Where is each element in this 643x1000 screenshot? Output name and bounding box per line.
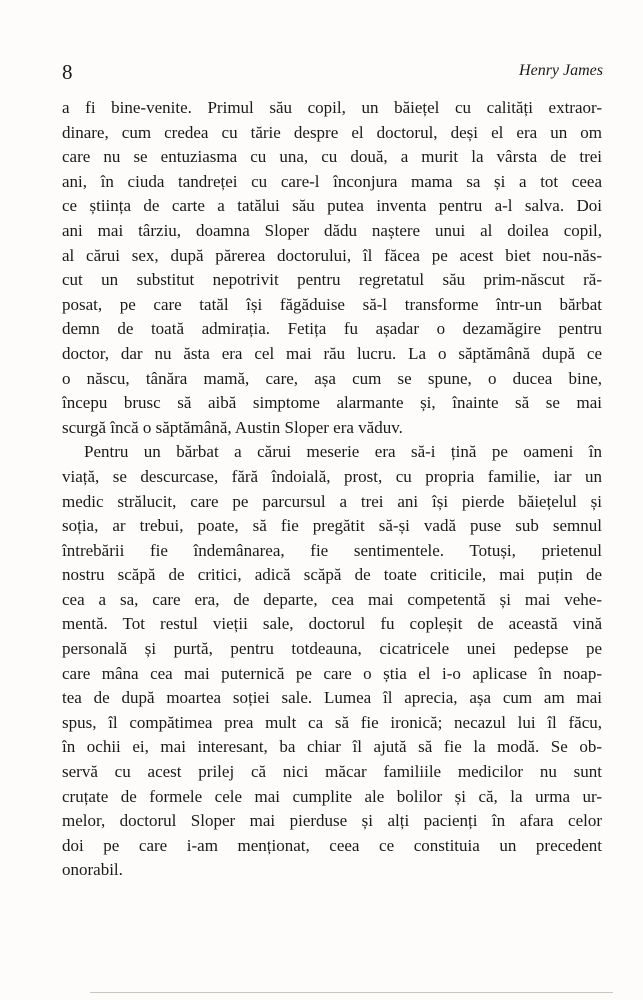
text-line: o născu, tânăra mamă, care, așa cum se spune, o ducea bine, <box>62 368 602 388</box>
text-line: cea a sa, care era, de departe, cea mai competentă și mai vehe- <box>62 589 602 609</box>
paragraph-2 <box>62 440 602 883</box>
text-line: începu brusc să aibă simptome alarmante și, înainte să se mai <box>62 393 602 413</box>
text-line: a fi bine-venite. Primul său copil, un băiețel cu calități extraor- <box>62 98 602 117</box>
text-line: mentă. Tot restul vieții sale, doctorul fu copleșit de această vină <box>62 614 602 634</box>
text-line: ce știința de carte a tatălui său putea inventa pentru a-l salva. Doi <box>62 196 602 216</box>
text-line: posat, pe care tatăl își făgăduise să-l transforme într-un bărbat <box>62 294 602 314</box>
text-line: onorabil. <box>62 860 123 880</box>
running-head: Henry James <box>519 62 603 79</box>
text-line: cut un substitut nepotrivit pentru regretatul său prim-născut ră- <box>62 270 602 290</box>
page-edge-rule <box>90 992 613 993</box>
text-line: viață, se descurcase, fără îndoială, prost, cu propria familie, iar un <box>62 466 602 486</box>
text-line: doctor, dar nu ăsta era cel mai rău lucru. La o săptămână după ce <box>62 343 602 363</box>
text-line: tea de după moartea soției sale. Lumea îl aprecia, așa cum am mai <box>62 688 602 708</box>
body-text <box>62 96 602 883</box>
text-line: Pentru un bărbat a cărui meserie era să-i țină pe oameni în <box>84 442 602 462</box>
text-line: personală și purtă, pentru totdeauna, cicatricele unei pedepse pe <box>62 639 602 659</box>
text-line: soția, ar trebui, poate, să fie pregătit să-și vadă puse sub semnul <box>62 516 602 536</box>
text-line: întrebării fie îndemânarea, fie sentimentele. Totuși, prietenul <box>62 540 602 560</box>
text-line: spus, îl compătimea prea mult ca să fie ironică; necazul lui îl făcu, <box>62 712 602 732</box>
text-line: ani, în ciuda tandreței cu care-l înconjura mama sa și a tot ceea <box>62 171 602 191</box>
text-line: scurgă încă o săptămână, Austin Sloper era văduv. <box>62 417 403 437</box>
text-line: demn de toată admirația. Fetița fu așadar o dezamăgire pentru <box>62 319 602 339</box>
text-line: în ochii ei, mai interesant, ba chiar îl ajută să fie la modă. Se ob- <box>62 737 602 757</box>
paragraph-1 <box>62 96 602 440</box>
text-line: care mâna cea mai puternică pe care o știa el i-o aplicase în noap- <box>62 663 602 683</box>
page-number: 8 <box>62 60 73 84</box>
text-line: dinare, cum credea cu tărie despre el doctorul, deși el era un om <box>62 122 602 142</box>
text-line: care nu se entuziasma cu una, cu două, a murit la vârsta de trei <box>62 147 602 167</box>
text-line: doi pe care i-am menționat, ceea ce constituia un precedent <box>62 835 602 855</box>
text-line: servă cu acest prilej că nici măcar familiile medicilor nu sunt <box>62 762 602 782</box>
text-line: cruțate de formele cele mai cumplite ale bolilor și că, la urma ur- <box>62 786 602 806</box>
text-line: ani mai târziu, doamna Sloper dădu naștere unui al doilea copil, <box>62 220 602 240</box>
text-line: melor, doctorul Sloper mai pierduse și alți pacienți în afara celor <box>62 811 602 831</box>
text-line: al cărui sex, după părerea doctorului, îl făcea pe acest biet nou-năs- <box>62 245 602 265</box>
text-line: nostru scăpă de critici, adică scăpă de toate criticile, mai puțin de <box>62 565 602 585</box>
text-line: medic strălucit, care pe parcursul a trei ani își pierde băiețelul și <box>62 491 602 511</box>
